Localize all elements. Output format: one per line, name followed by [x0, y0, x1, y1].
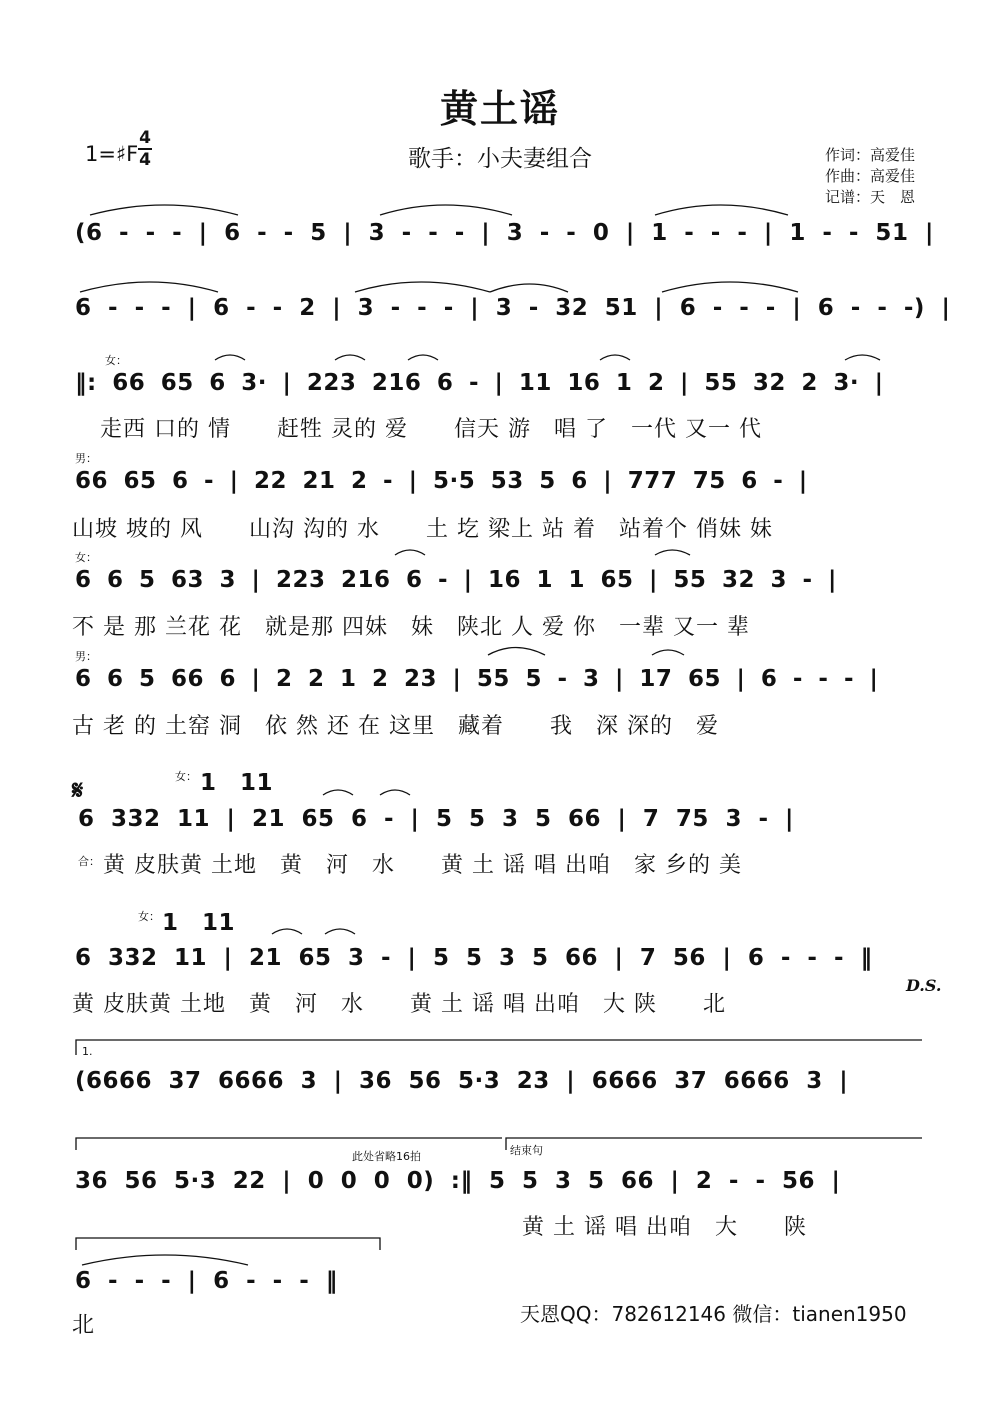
omitted-beats-note: 此处省略16拍 — [352, 1150, 421, 1163]
meter-top: 4 — [139, 128, 151, 148]
system-7-upper-part: 女： — [175, 770, 197, 783]
system-5-lyrics: 不 是 那 兰花 花 就是那 四妹 妹 陕北 人 爱 你 一辈 又一 辈 — [72, 615, 750, 640]
repeat-bracket — [76, 1138, 502, 1150]
system-8-notes: 6 332 11 | 21 65 3 - | 5 5 3 5 66 | 7 56 | 6 - - - ‖ — [75, 945, 873, 971]
tie-6 — [490, 284, 568, 292]
system-3-notes: ‖: 66 65 6 3· | 223 216 6 - | 11 16 1 2 | 55 32 2 3· | — [75, 370, 884, 396]
system-8-lyrics: 黄 皮肤黄 土地 黄 河 水 黄 土 谣 唱 出咱 大 陕 北 — [72, 992, 726, 1017]
slur-11 — [380, 790, 410, 795]
system-4-part: 男： — [75, 452, 97, 465]
song-title: 黄土谣 — [439, 87, 560, 131]
system-11-notes: 6 - - - | 6 - - - ‖ — [75, 1268, 338, 1294]
singer: 歌手：小夫妻组合 — [408, 146, 592, 172]
segno-sign: 𝄋 — [72, 776, 84, 806]
slur-1 — [215, 355, 245, 360]
system-2-notes: 6 - - - | 6 - - 2 | 3 - - - | 3 - 32 51 | 6 - - - | 6 - - -) | — [75, 295, 951, 321]
system-1-notes: (6 - - - | 6 - - 5 | 3 - - - | 3 - - 0 | 1 - - - | 1 - - 51 | — [75, 220, 934, 246]
system-8-upper-part: 女： — [138, 910, 160, 923]
slur-10 — [323, 790, 353, 795]
system-10-notes: 36 56 5·3 22 | 0 0 0 0) :‖ 5 5 3 5 66 | 2 - - 56 | — [75, 1168, 841, 1194]
tie-2 — [380, 205, 512, 215]
system-6-notes: 6 6 5 66 6 | 2 2 1 2 23 | 55 5 - 3 | 17 65 | 6 - - - | — [75, 666, 879, 692]
key-signature: 1=♯F — [85, 142, 139, 166]
slur-4 — [600, 355, 630, 360]
system-8-upper-notes: 1 11 — [162, 910, 236, 936]
composer: 作曲：高爱佳 — [825, 167, 916, 185]
slur-7 — [655, 550, 690, 555]
system-7-upper-notes: 1 11 — [200, 770, 274, 796]
slur-6 — [395, 550, 425, 555]
tie-5 — [355, 282, 490, 292]
system-4-lyrics: 山坡 坡的 风 山沟 沟的 水 土 圪 梁上 站 着 站着个 俏妹 妹 — [72, 517, 773, 542]
ending-label: 结束句 — [510, 1144, 543, 1157]
ending-bracket — [506, 1138, 922, 1150]
system-10-lyrics: 黄 土 谣 唱 出咱 大 陕 — [522, 1215, 807, 1240]
contact-footer: 天恩QQ：782612146 微信：tianen1950 — [520, 1302, 907, 1326]
meter-bottom: 4 — [139, 150, 151, 170]
system-7-lyrics: 黄 皮肤黄 土地 黄 河 水 黄 土 谣 唱 出咱 家 乡的 美 — [103, 853, 742, 878]
slur-9 — [652, 650, 684, 655]
tie-1 — [90, 205, 238, 215]
slur-5 — [845, 355, 880, 360]
tie-3 — [655, 205, 788, 215]
ds-mark: D.S. — [906, 976, 942, 995]
system-7-part: 合： — [78, 855, 100, 868]
system-5-part: 女： — [75, 551, 97, 564]
lyricist: 作词：高爱佳 — [825, 146, 916, 164]
system-3-lyrics: 走西 口的 情 赶牲 灵的 爱 信天 游 唱 了 一代 又一 代 — [100, 417, 762, 442]
final-bracket — [76, 1238, 380, 1250]
system-6-part: 男： — [75, 650, 97, 663]
system-5-notes: 6 6 5 63 3 | 223 216 6 - | 16 1 1 65 | 55 32 3 - | — [75, 567, 837, 593]
system-11-lyrics: 北 — [72, 1313, 96, 1338]
slur-13 — [325, 929, 355, 934]
slur-12 — [272, 929, 302, 934]
tie-4 — [80, 282, 218, 292]
system-7-notes: 6 332 11 | 21 65 6 - | 5 5 3 5 66 | 7 75 3 - | — [78, 806, 794, 832]
tie-7 — [662, 282, 798, 292]
slur-3 — [408, 355, 438, 360]
slur-8 — [488, 648, 545, 656]
transcriber: 记谱：天 恩 — [825, 188, 916, 206]
volta-bracket — [76, 1040, 922, 1055]
slur-2 — [335, 355, 365, 360]
system-9-notes: (6666 37 6666 3 | 36 56 5·3 23 | 6666 37 6666 3 | — [75, 1068, 849, 1094]
tie-8 — [82, 1255, 248, 1265]
volta-1-label: 1. — [82, 1045, 93, 1058]
system-3-part: 女： — [105, 354, 127, 367]
system-6-lyrics: 古 老 的 土窑 洞 依 然 还 在 这里 藏着 我 深 深的 爱 — [72, 714, 719, 739]
system-4-notes: 66 65 6 - | 22 21 2 - | 5·5 53 5 6 | 777 75 6 - | — [75, 468, 808, 494]
